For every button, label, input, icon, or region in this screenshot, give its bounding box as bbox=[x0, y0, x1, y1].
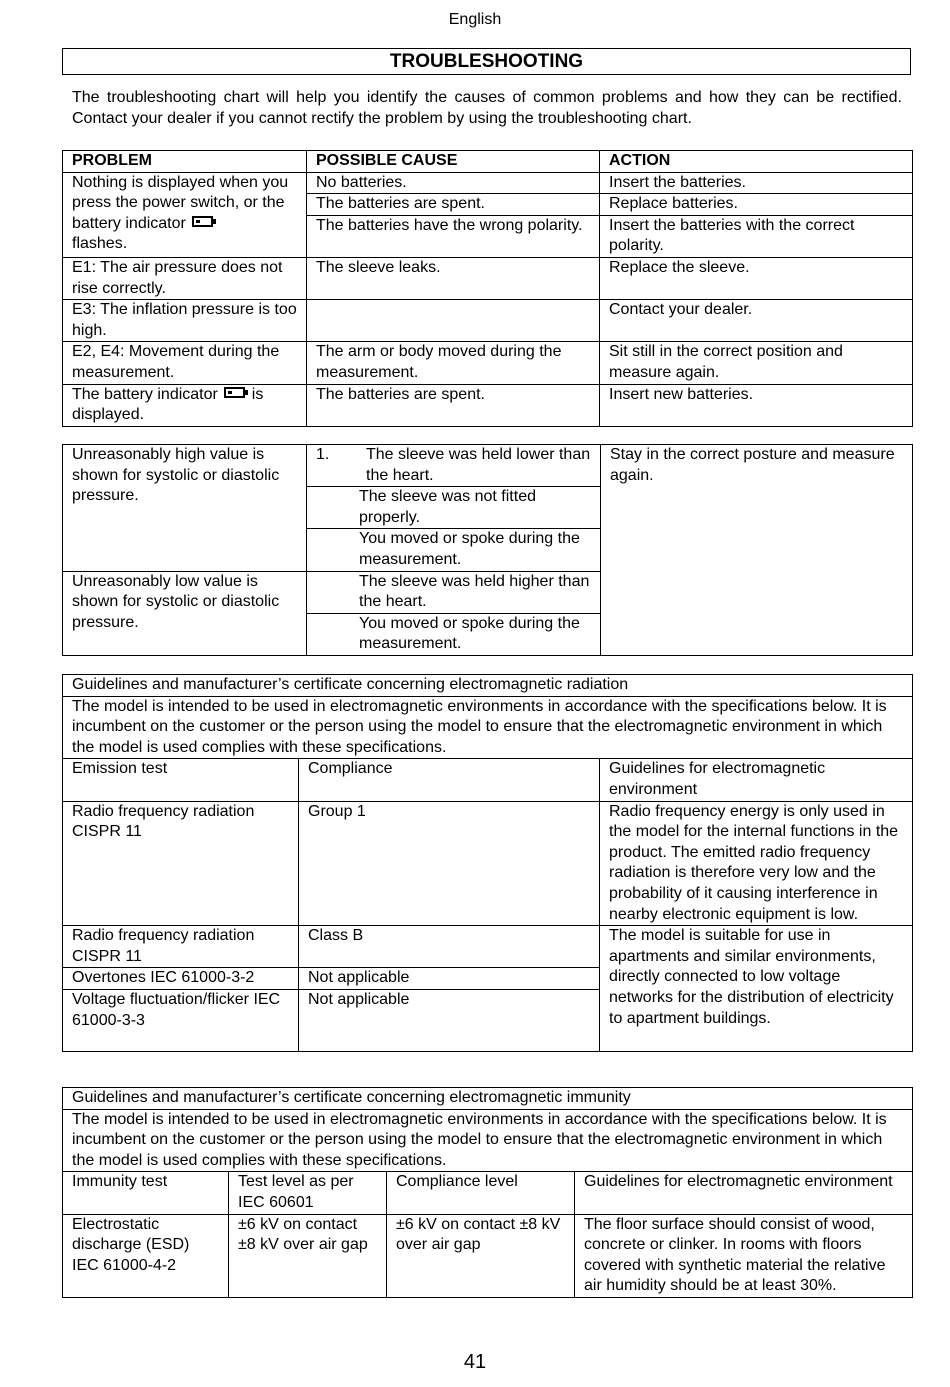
cause-text: The sleeve was held lower than the heart. bbox=[366, 446, 591, 484]
table-intro: The model is intended to be used in electromagnetic environments in accordance with the specifications below. It is incumbent on the customer or the person using the model to ensure that the electromagnetic environment in which the model is used complies with these specifications. bbox=[63, 1109, 913, 1172]
problem-cell: Unreasonably low value is shown for systolic or diastolic pressure. bbox=[63, 571, 307, 655]
table-row bbox=[63, 300, 913, 342]
problem-text: is displayed. bbox=[72, 385, 264, 424]
problem-cell: E1: The air pressure does not rise correctly. bbox=[63, 257, 307, 299]
problem-cell: E3: The inflation pressure is too high. bbox=[63, 300, 307, 342]
table-row bbox=[63, 696, 913, 759]
test-cell: Overtones IEC 61000-3-2 bbox=[63, 968, 299, 990]
table-row bbox=[63, 675, 913, 697]
table-row bbox=[63, 926, 913, 968]
compliance-cell: Group 1 bbox=[299, 801, 600, 926]
cause-cell: The sleeve leaks. bbox=[307, 257, 600, 299]
compliance-cell: Class B bbox=[299, 926, 600, 968]
table-title: Guidelines and manufacturer’s certificate concerning electromagnetic immunity bbox=[63, 1088, 913, 1110]
table-row bbox=[63, 384, 913, 426]
action-cell: Contact your dealer. bbox=[600, 300, 913, 342]
page-title: TROUBLESHOOTING bbox=[62, 48, 911, 75]
header-emission-test: Emission test bbox=[63, 759, 299, 801]
action-cell: Sit still in the correct position and measure again. bbox=[600, 342, 913, 384]
table-header-row bbox=[63, 1172, 913, 1214]
guideline-cell: Radio frequency energy is only used in the model for the internal functions in the product. The emitted radio frequency radiation is therefore very low and the probability of it causing interference in nearby electronic equipment is low. bbox=[600, 801, 913, 926]
problem-cell: E2, E4: Movement during the measurement. bbox=[63, 342, 307, 384]
problem-cell: Unreasonably high value is shown for systolic or diastolic pressure. bbox=[63, 445, 307, 572]
action-cell: Insert new batteries. bbox=[600, 384, 913, 426]
immunity-table bbox=[62, 1087, 913, 1298]
cause-cell bbox=[307, 300, 600, 342]
cause-cell: The batteries are spent. bbox=[307, 194, 600, 216]
language-label: English bbox=[448, 11, 502, 28]
value-table bbox=[62, 444, 913, 656]
table-row bbox=[63, 342, 913, 384]
cause-cell bbox=[307, 445, 601, 487]
action-cell: Replace the sleeve. bbox=[600, 257, 913, 299]
test-cell: Radio frequency radiation CISPR 11 bbox=[63, 801, 299, 926]
compliance-cell: ±6 kV on contact ±8 kV over air gap bbox=[387, 1214, 575, 1297]
cause-cell: The sleeve was held higher than the heart. bbox=[307, 571, 601, 613]
header-test-level: Test level as per IEC 60601 bbox=[229, 1172, 387, 1214]
test-cell: Radio frequency radiation CISPR 11 bbox=[63, 926, 299, 968]
cause-cell: You moved or spoke during the measurement. bbox=[307, 529, 601, 571]
list-number: 1. bbox=[316, 446, 330, 463]
cause-cell: The batteries are spent. bbox=[307, 384, 600, 426]
header-compliance: Compliance bbox=[299, 759, 600, 801]
guideline-cell: The model is suitable for use in apartments and similar environments, directly connected to low voltage networks for the distribution of electricity to apartment buildings. bbox=[600, 926, 913, 1052]
problem-cell bbox=[63, 384, 307, 426]
table-header-row bbox=[63, 759, 913, 801]
compliance-cell: Not applicable bbox=[299, 968, 600, 990]
table-row bbox=[63, 1214, 913, 1297]
table-row bbox=[63, 1088, 913, 1110]
table-intro: The model is intended to be used in electromagnetic environments in accordance with the specifications below. It is incumbent on the customer or the person using the model to ensure that the electromagnetic environment in which the model is used complies with these specifications. bbox=[63, 696, 913, 759]
test-cell: Electrostatic discharge (ESD) IEC 61000-4-2 bbox=[63, 1214, 229, 1297]
header-possible-cause: POSSIBLE CAUSE bbox=[307, 151, 600, 173]
table-row bbox=[63, 801, 913, 926]
header-guidelines: Guidelines for electromagnetic environment bbox=[575, 1172, 913, 1214]
cause-cell: You moved or spoke during the measurement. bbox=[307, 613, 601, 655]
cause-cell: The sleeve was not fitted properly. bbox=[307, 487, 601, 529]
action-cell: Insert the batteries. bbox=[600, 172, 913, 194]
header-action: ACTION bbox=[600, 151, 913, 173]
header-problem: PROBLEM bbox=[63, 151, 307, 173]
cause-cell: The arm or body moved during the measurement. bbox=[307, 342, 600, 384]
compliance-cell: Not applicable bbox=[299, 989, 600, 1051]
test-cell: Voltage fluctuation/flicker IEC 61000-3-3 bbox=[63, 989, 299, 1051]
header-compliance-level: Compliance level bbox=[387, 1172, 575, 1214]
table-row bbox=[63, 172, 913, 194]
header-guidelines: Guidelines for electromagnetic environment bbox=[600, 759, 913, 801]
page-number: 41 bbox=[463, 1351, 487, 1373]
battery-low-icon bbox=[224, 387, 245, 398]
emission-table bbox=[62, 674, 913, 1052]
header-immunity-test: Immunity test bbox=[63, 1172, 229, 1214]
battery-low-icon bbox=[192, 216, 213, 227]
guideline-cell: The floor surface should consist of wood, concrete or clinker. In rooms with floors covered with synthetic material the relative air humidity should be at least 30%. bbox=[575, 1214, 913, 1297]
cause-cell: No batteries. bbox=[307, 172, 600, 194]
table-row bbox=[63, 445, 913, 487]
table-row bbox=[63, 257, 913, 299]
cause-cell: The batteries have the wrong polarity. bbox=[307, 215, 600, 257]
problem-text: The battery indicator bbox=[72, 385, 218, 403]
table-row bbox=[63, 1109, 913, 1172]
action-cell: Stay in the correct posture and measure again. bbox=[601, 445, 913, 656]
problem-text: Nothing is displayed when you press the power switch, or the battery indicator bbox=[72, 173, 289, 232]
table-title: Guidelines and manufacturer’s certificate concerning electromagnetic radiation bbox=[63, 675, 913, 697]
troubleshooting-table bbox=[62, 150, 913, 427]
problem-text: flashes. bbox=[72, 235, 128, 253]
table-header-row bbox=[63, 151, 913, 173]
action-cell: Replace batteries. bbox=[600, 194, 913, 216]
problem-cell bbox=[63, 172, 307, 257]
intro-paragraph: The troubleshooting chart will help you identify the causes of common problems and how they can be rectified. Contact your dealer if you cannot rectify the problem by using the troubleshooting chart. bbox=[72, 89, 902, 127]
test-level-cell: ±6 kV on contact ±8 kV over air gap bbox=[229, 1214, 387, 1297]
action-cell: Insert the batteries with the correct polarity. bbox=[600, 215, 913, 257]
